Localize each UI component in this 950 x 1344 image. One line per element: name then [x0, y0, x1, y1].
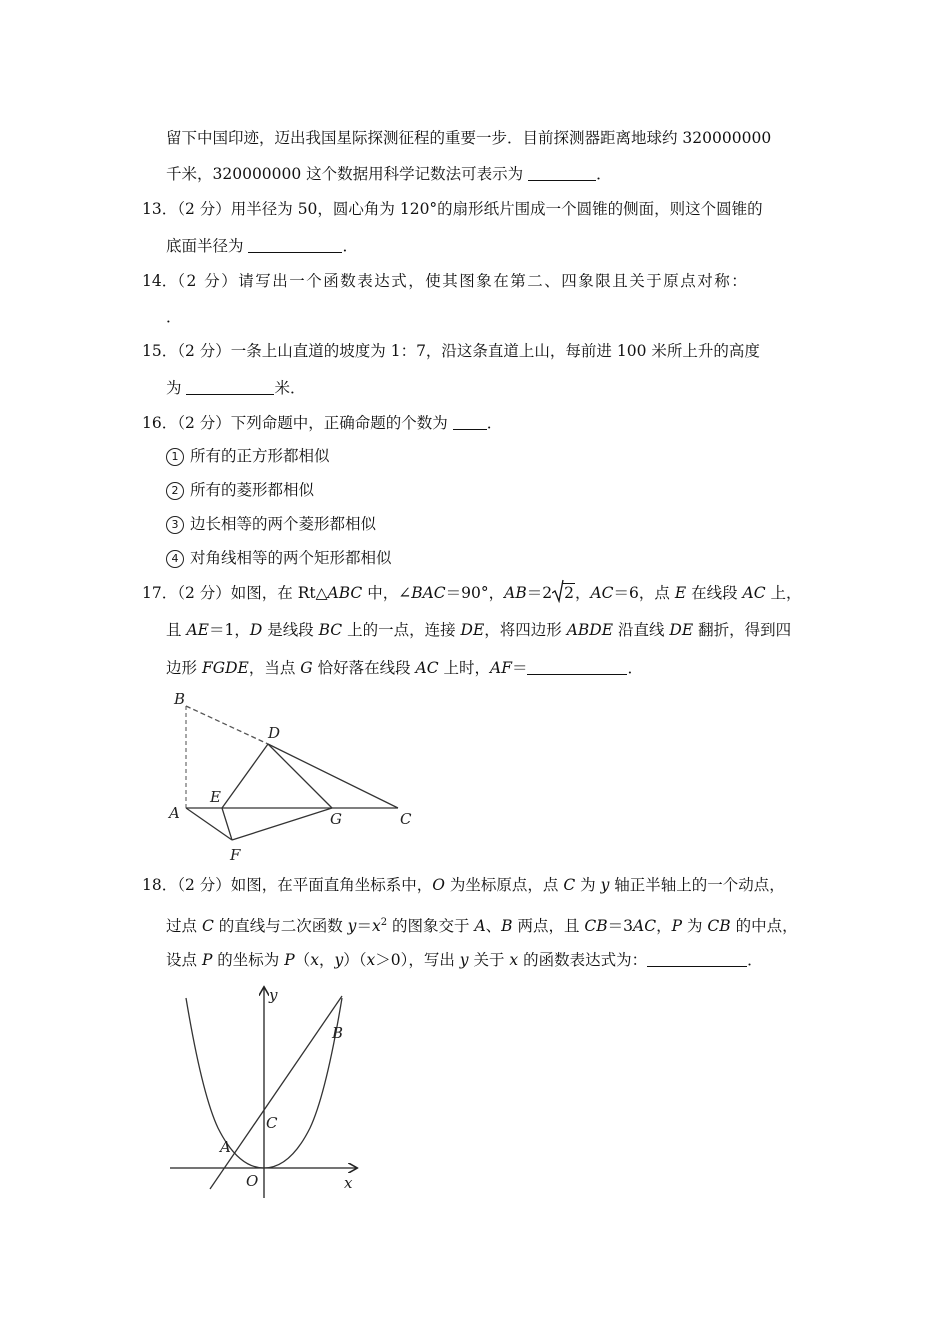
- label-A: A: [169, 804, 180, 822]
- circled-number-icon: 3: [166, 516, 184, 534]
- q18-answer-blank[interactable]: [647, 952, 747, 967]
- label-C: C: [266, 1114, 278, 1132]
- q14: 14．（2 分）请写出一个函数表达式，使其图象在第二、四象限且关于原点对称：: [142, 272, 749, 290]
- label-G: G: [330, 810, 342, 828]
- q18-parabola-figure: [160, 982, 370, 1202]
- q15-number: 15．: [142, 342, 178, 360]
- q17-line2: 且 AE＝1，D 是线段 BC 上的一点，连接 DE，将四边形 ABDE 沿直线 DE 翻折，得到四: [166, 621, 792, 639]
- q14-line2: ．: [166, 308, 182, 326]
- segment-DC: [268, 744, 398, 808]
- q17-answer-blank[interactable]: [527, 660, 627, 675]
- q13-answer-blank[interactable]: [248, 238, 342, 253]
- label-O: O: [246, 1172, 259, 1190]
- segment-DG: [268, 744, 332, 808]
- segment-AF: [186, 808, 232, 840]
- q17-line1: 17．（2 分）如图，在 Rt△ABC 中，∠BAC＝90°，AB＝2 2，AC＝6，点 E 在线段 AC 上，: [142, 583, 802, 603]
- q18-line1: 18．（2 分）如图，在平面直角坐标系中，O 为坐标原点，点 C 为 y 轴正半轴上的一个动点，: [142, 876, 785, 894]
- q18-number: 18．: [142, 876, 178, 894]
- label-B: B: [174, 690, 186, 708]
- q17-line3: 边形 FGDE，当点 G 恰好落在线段 AC 上时，AF＝ ．: [166, 659, 643, 677]
- label-D: D: [268, 724, 281, 742]
- circled-number-icon: 1: [166, 448, 184, 466]
- q16-number: 16．: [142, 414, 178, 432]
- q17-number: 17．: [142, 584, 178, 602]
- segment-FG: [232, 808, 332, 840]
- circled-number-icon: 4: [166, 550, 184, 568]
- q12-line2: 千米，320000000 这个数据用科学记数法可表示为 ．: [166, 165, 612, 183]
- q16-option-3: 3 边长相等的两个菱形都相似: [166, 514, 376, 534]
- q12-answer-blank[interactable]: [528, 166, 596, 181]
- q12-line1: 留下中国印迹，迈出我国星际探测征程的重要一步．目前探测器距离地球约 320000000: [166, 129, 772, 147]
- q13: 13．（2 分）用半径为 50，圆心角为 120°的扇形纸片围成一个圆锥的侧面，则这个圆锥的: [142, 200, 763, 218]
- q16: 16．（2 分）下列命题中，正确命题的个数为 ．: [142, 414, 503, 432]
- circled-number-icon: 2: [166, 482, 184, 500]
- q15: 15．（2 分）一条上山直道的坡度为 1：7，沿这条直道上山，每前进 100 米所上升的高度: [142, 342, 760, 360]
- q16-answer-blank[interactable]: [453, 415, 487, 430]
- q14-number: 14．: [142, 272, 178, 290]
- segment-BD-dashed: [186, 706, 268, 744]
- q18-line3: 设点 P 的坐标为 P（x，y）（x＞0），写出 y 关于 x 的函数表达式为： ．: [166, 951, 763, 969]
- label-x: x: [344, 1174, 353, 1192]
- q15-answer-blank[interactable]: [186, 380, 274, 395]
- sqrt-symbol: 2: [552, 583, 575, 603]
- segment-ED: [222, 744, 268, 808]
- label-E: E: [210, 788, 221, 806]
- q18-line2: 过点 C 的直线与二次函数 $y=x^2$ 的图象交于 A、B 两点，且 CB＝3AC，P 为 CB 的中点，: [166, 917, 798, 936]
- q13-number: 13．: [142, 200, 178, 218]
- label-A: A: [220, 1138, 231, 1156]
- q17-geometry-figure: [160, 684, 430, 864]
- label-B: B: [332, 1024, 344, 1042]
- q16-option-1: 1 所有的正方形都相似: [166, 446, 330, 466]
- q16-option-4: 4 对角线相等的两个矩形都相似: [166, 548, 392, 568]
- label-F: F: [230, 846, 241, 864]
- q16-option-2: 2 所有的菱形都相似: [166, 480, 314, 500]
- q15-line2: 为 米．: [166, 379, 306, 397]
- label-C: C: [400, 810, 412, 828]
- label-y: y: [269, 986, 278, 1004]
- segment-EF: [222, 808, 232, 840]
- radical-sign-icon: [552, 579, 564, 603]
- q13-line2: 底面半径为 ．: [166, 237, 358, 255]
